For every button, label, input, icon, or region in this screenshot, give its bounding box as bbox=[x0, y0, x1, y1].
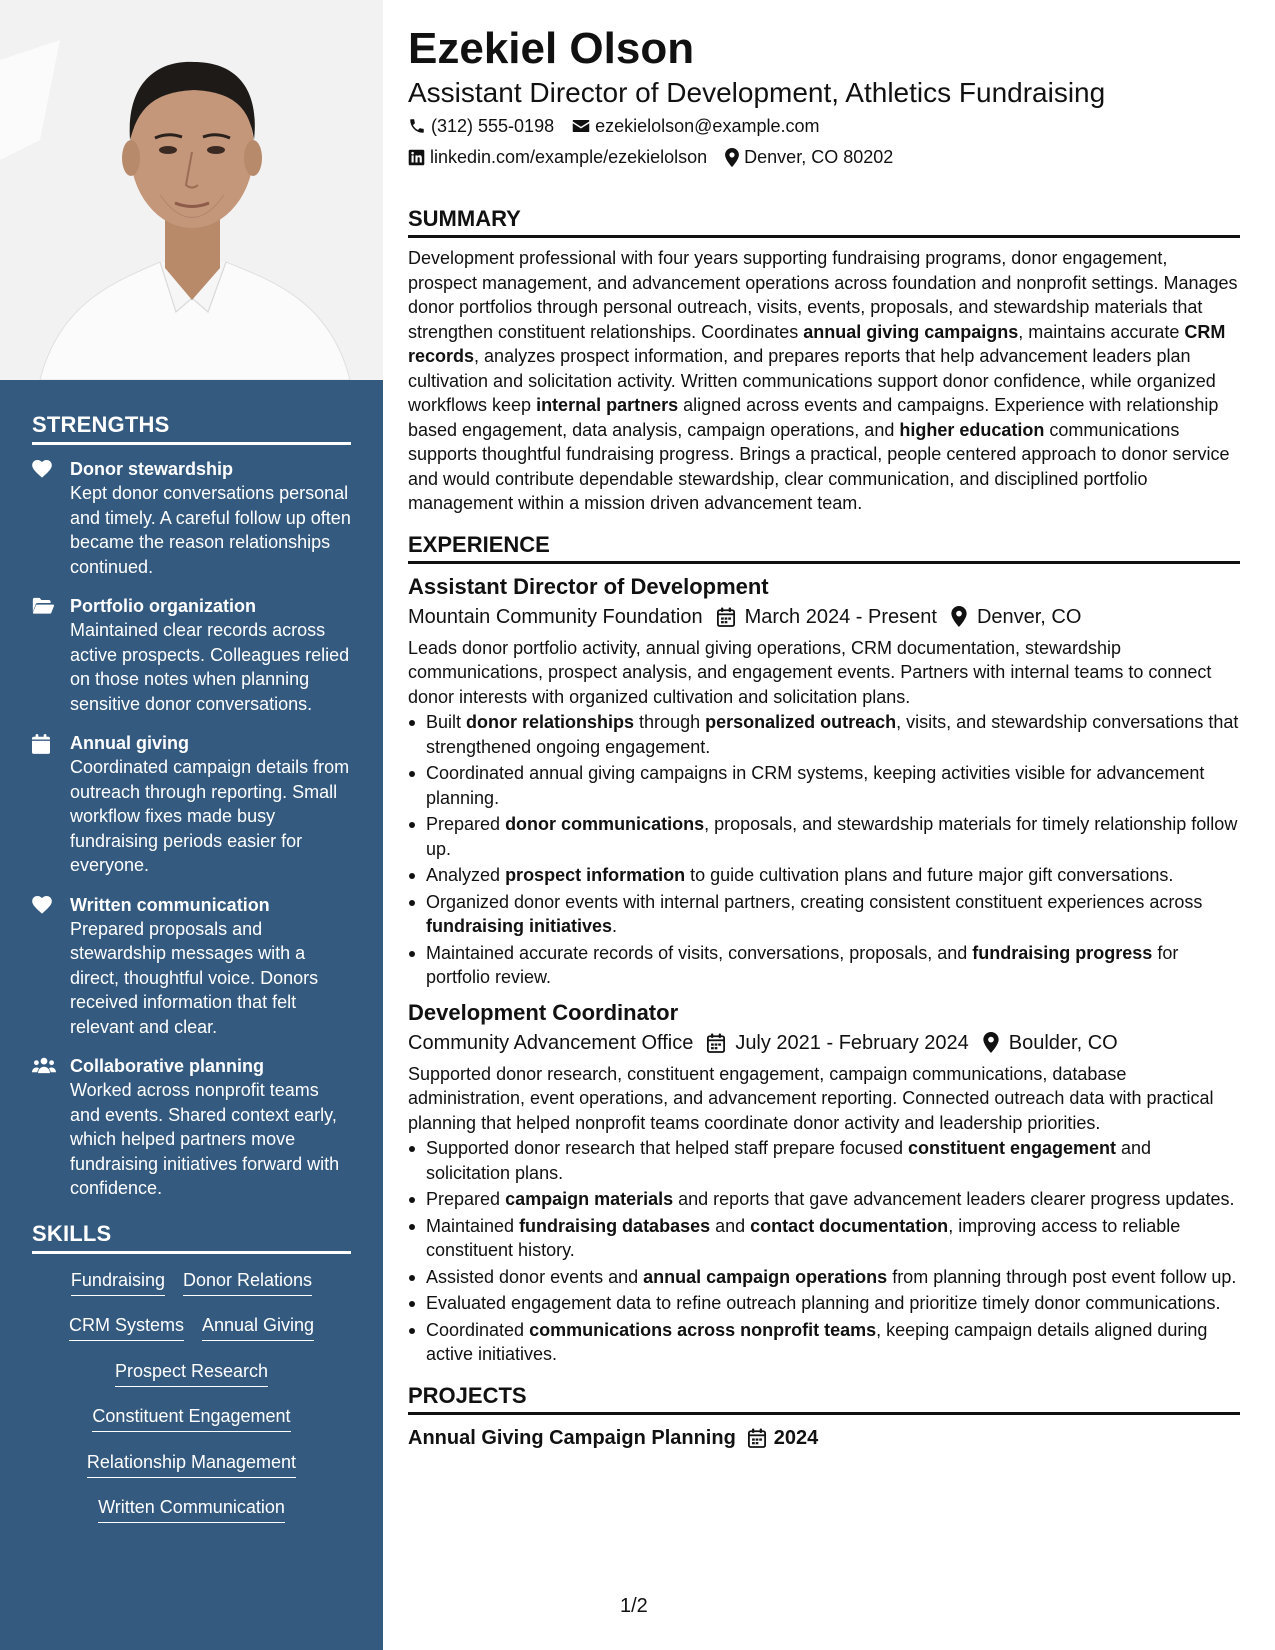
phone-contact[interactable] bbox=[408, 111, 554, 141]
bullet-item: Organized donor events with internal partners, creating consistent constituent experiences across fundraising initiatives. bbox=[408, 890, 1240, 939]
email-text: ezekielolson@example.com bbox=[595, 116, 820, 136]
job-location bbox=[981, 1028, 1118, 1058]
skill-row bbox=[32, 1313, 351, 1359]
skill-tag: Relationship Management bbox=[87, 1450, 296, 1478]
heart-icon bbox=[32, 457, 70, 579]
strength-item bbox=[32, 594, 351, 716]
skill-tag: Donor Relations bbox=[183, 1268, 312, 1296]
bullet-item: Prepared donor communications, proposals, and stewardship materials for timely relationship follow up. bbox=[408, 812, 1240, 861]
bullet-item: Built donor relationships through personalized outreach, visits, and stewardship conversations that strengthened ongoing engagement. bbox=[408, 710, 1240, 759]
map-pin-icon bbox=[951, 606, 967, 627]
strengths-list bbox=[32, 457, 351, 1201]
skill-row bbox=[32, 1404, 351, 1450]
heart-icon bbox=[32, 893, 70, 1040]
emphasis-text: fundraising databases bbox=[519, 1215, 711, 1236]
strength-item bbox=[32, 457, 351, 579]
skill-tag: CRM Systems bbox=[69, 1313, 184, 1341]
emphasis-text: fundraising initiatives bbox=[426, 916, 613, 936]
emphasis-text: fundraising progress bbox=[972, 942, 1153, 963]
calendar-icon bbox=[717, 607, 735, 627]
emphasis-text: internal partners bbox=[536, 395, 679, 415]
strength-item bbox=[32, 893, 351, 1040]
strength-description: Worked across nonprofit teams and events. Shared context early, which helped partners move fundraising initiatives forward with confidence. bbox=[70, 1080, 340, 1198]
bullet-item: Supported donor research that helped staff prepare focused constituent engagement and solicitation plans. bbox=[408, 1136, 1240, 1185]
skill-row bbox=[32, 1268, 351, 1314]
company-name: Community Advancement Office bbox=[408, 1031, 694, 1054]
skill-tag: Written Communication bbox=[98, 1495, 285, 1523]
emphasis-text: constituent engagement bbox=[908, 1138, 1117, 1158]
map-pin-icon bbox=[983, 1032, 999, 1053]
skill-row bbox=[32, 1359, 351, 1405]
map-pin-icon bbox=[725, 148, 739, 167]
bullet-item: Coordinated communications across nonprofit teams, keeping campaign details aligned during active initiatives. bbox=[408, 1318, 1240, 1367]
job-title: Assistant Director of Development bbox=[408, 573, 769, 599]
bullet-item: Coordinated annual giving campaigns in CRM systems, keeping activities visible for advancement planning. bbox=[408, 761, 1240, 810]
skills-heading: SKILLS bbox=[32, 1221, 351, 1254]
summary-text: Development professional with four years supporting fundraising programs, donor engagement, prospect management, and advancement operations across foundation and nonprofit settings. Manages donor portfolios through personal outreach, visits, events, proposals, and stewardship materials that strengthen constituent relationships. Coordinates annual giving campaigns, maintains accurate CRM records, analyzes prospect information, and prepares reports that help advancement leaders plan cultivation and solicitation activity. Written communications support donor confidence, while organized workflows keep internal partners aligned across events and campaigns. Experience with relationship based engagement, data analysis, campaign operations, and higher education communications supports thoughtful fundraising progress. Brings a practical, people centered approach to donor service and would contribute dependable stewardship, clear communication, and disciplined portfolio management within a mission driven advancement team. bbox=[408, 248, 1238, 513]
projects-list bbox=[408, 1423, 1240, 1453]
emphasis-text: contact documentation bbox=[750, 1215, 949, 1236]
summary-heading: SUMMARY bbox=[408, 206, 1240, 238]
job-dates bbox=[715, 602, 937, 632]
skill-tag: Annual Giving bbox=[202, 1313, 314, 1341]
phone-icon bbox=[408, 117, 426, 135]
emphasis-text: prospect information bbox=[505, 865, 686, 885]
calendar-icon bbox=[748, 1428, 766, 1448]
bullet-item: Prepared campaign materials and reports that gave advancement leaders clearer progress updates. bbox=[408, 1187, 1240, 1212]
job-location bbox=[949, 602, 1081, 632]
linkedin-icon bbox=[408, 149, 425, 166]
strength-title: Collaborative planning bbox=[70, 1056, 265, 1076]
bullet-item: Maintained accurate records of visits, conversations, proposals, and fundraising progress for portfolio review. bbox=[408, 941, 1240, 990]
emphasis-text: communications across nonprofit teams bbox=[529, 1319, 877, 1340]
strength-title: Portfolio organization bbox=[70, 596, 256, 616]
company-name: Mountain Community Foundation bbox=[408, 605, 703, 628]
emphasis-text: higher education bbox=[899, 419, 1045, 440]
bullet-item: Maintained fundraising databases and contact documentation, improving access to reliable constituent history. bbox=[408, 1214, 1240, 1263]
strength-description: Prepared proposals and stewardship messages with a direct, thoughtful voice. Donors received information that felt relevant and clear. bbox=[70, 918, 319, 1037]
job-location-text: Denver, CO bbox=[976, 605, 1082, 628]
strengths-heading: STRENGTHS bbox=[32, 412, 351, 445]
project-title: Annual Giving Campaign Planning bbox=[408, 1426, 736, 1449]
emphasis-text: CRM records bbox=[408, 321, 1226, 366]
experience-entry bbox=[408, 572, 1240, 990]
experience-entry bbox=[408, 998, 1240, 1367]
candidate-name: Ezekiel Olson bbox=[408, 24, 695, 73]
emphasis-text: personalized outreach bbox=[705, 712, 897, 732]
strength-description: Coordinated campaign details from outreach through reporting. Small workflow fixes made busy fundraising periods easier for everyone. bbox=[70, 757, 350, 875]
emphasis-text: donor communications bbox=[505, 814, 705, 834]
job-bullets bbox=[408, 710, 1240, 990]
skill-row bbox=[32, 1495, 351, 1541]
bullet-item: Evaluated engagement data to refine outreach planning and prioritize timely donor communications. bbox=[408, 1291, 1240, 1316]
skill-tag: Constituent Engagement bbox=[92, 1404, 290, 1432]
project-date-icon-wrap bbox=[736, 1428, 774, 1448]
sidebar bbox=[0, 0, 383, 1650]
portrait-photo-icon bbox=[0, 0, 383, 380]
strength-description: Kept donor conversations personal and timely. A careful follow up often became the reason relationships continued. bbox=[70, 483, 351, 577]
project-entry bbox=[408, 1423, 1240, 1453]
experience-heading: EXPERIENCE bbox=[408, 532, 1240, 564]
calendar-icon bbox=[707, 1033, 725, 1053]
job-bullets bbox=[408, 1136, 1240, 1367]
folder-open-icon bbox=[32, 594, 70, 716]
job-title: Development Coordinator bbox=[408, 999, 679, 1025]
emphasis-text: annual campaign operations bbox=[643, 1266, 888, 1287]
job-meta bbox=[408, 1028, 1240, 1058]
contact-row-1 bbox=[408, 111, 1240, 141]
contact-row-2 bbox=[408, 142, 1240, 172]
calendar-icon bbox=[32, 731, 70, 878]
bullet-item: Assisted donor events and annual campaign operations from planning through post event follow up. bbox=[408, 1265, 1240, 1290]
location-contact bbox=[725, 142, 893, 172]
emphasis-text: annual giving campaigns bbox=[803, 321, 1019, 342]
strength-title: Annual giving bbox=[70, 733, 189, 753]
bullet-item: Analyzed prospect information to guide cultivation plans and future major gift conversations. bbox=[408, 863, 1240, 888]
job-dates-text: March 2024 - Present bbox=[744, 605, 937, 628]
emphasis-text: donor relationships bbox=[466, 712, 635, 732]
job-dates bbox=[705, 1028, 968, 1058]
skill-tag: Prospect Research bbox=[115, 1359, 268, 1387]
phone-text: (312) 555-0198 bbox=[431, 116, 555, 136]
job-description: Leads donor portfolio activity, annual giving operations, CRM documentation, stewardship communications, prospect analysis, and engagement events. Partners with internal teams to connect donor interests with organized cultivation and solicitation plans. bbox=[408, 637, 1212, 707]
emphasis-text: campaign materials bbox=[505, 1189, 674, 1209]
skill-row bbox=[32, 1450, 351, 1496]
main-content bbox=[408, 22, 1240, 1453]
strength-item bbox=[32, 731, 351, 878]
location-text: Denver, CO 80202 bbox=[744, 147, 894, 167]
job-description: Supported donor research, constituent engagement, campaign communications, database administration, event operations, and advancement reporting. Connected outreach data with practical planning that helped nonprofit teams coordinate donor activity and leadership priorities. bbox=[408, 1063, 1214, 1133]
job-location-text: Boulder, CO bbox=[1008, 1031, 1118, 1054]
strength-item bbox=[32, 1054, 351, 1201]
candidate-title: Assistant Director of Development, Athletics Fundraising bbox=[408, 77, 1106, 108]
strength-description: Maintained clear records across active prospects. Colleagues relied on those notes when planning sensitive donor conversations. bbox=[70, 620, 350, 714]
skills-list bbox=[32, 1268, 351, 1541]
experience-list bbox=[408, 572, 1240, 1367]
envelope-icon bbox=[572, 118, 590, 134]
linkedin-text: linkedin.com/example/ezekielolson bbox=[430, 147, 708, 167]
strength-title: Donor stewardship bbox=[70, 459, 234, 479]
page-number: 1/2 bbox=[620, 1595, 648, 1617]
project-date: 2024 bbox=[773, 1426, 819, 1449]
profile-photo bbox=[0, 0, 383, 380]
strength-title: Written communication bbox=[70, 894, 270, 915]
email-contact[interactable] bbox=[572, 111, 819, 141]
job-meta bbox=[408, 602, 1240, 632]
linkedin-contact[interactable] bbox=[408, 142, 707, 172]
users-icon bbox=[32, 1054, 70, 1201]
skill-tag: Fundraising bbox=[71, 1268, 165, 1296]
job-dates-text: July 2021 - February 2024 bbox=[735, 1031, 969, 1054]
projects-heading: PROJECTS bbox=[408, 1383, 1240, 1415]
